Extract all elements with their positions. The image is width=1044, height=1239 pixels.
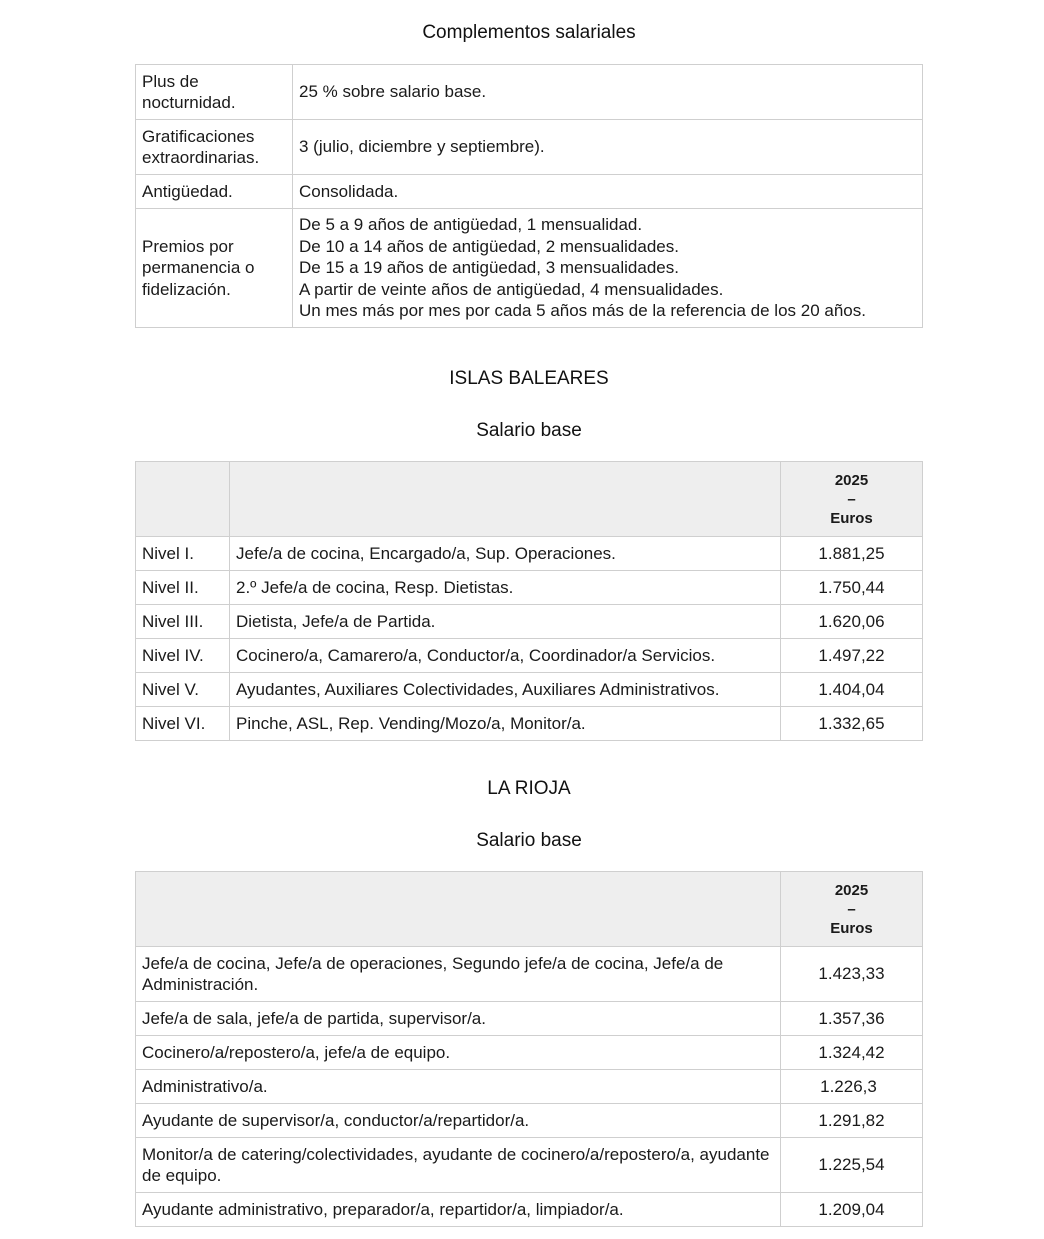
header-level [136, 462, 230, 537]
table-row [136, 707, 923, 741]
category-cell: Administrativo/a. [136, 1070, 781, 1104]
category-cell: Monitor/a de catering/colectividades, ayudante de cocinero/a/repostero/a, ayudante de equipo. [136, 1138, 781, 1193]
table-row [136, 1036, 923, 1070]
header-dash: – [847, 490, 856, 508]
category-cell: Jefe/a de cocina, Jefe/a de operaciones, Segundo jefe/a de cocina, Jefe/a de Administración. [136, 947, 781, 1002]
category-cell: Ayudante administrativo, preparador/a, repartidor/a, limpiador/a. [136, 1193, 781, 1227]
amount-cell: 1.209,04 [781, 1193, 923, 1227]
header-amount [781, 872, 923, 947]
table-row [136, 1104, 923, 1138]
amount-cell: 1.404,04 [781, 673, 923, 707]
level-cell: Nivel V. [136, 673, 230, 707]
baleares-subtitle: Salario base [476, 420, 582, 441]
value-line: A partir de veinte años de antigüedad, 4 mensualidades. [299, 279, 724, 299]
value-line: Un mes más por mes por cada 5 años más de la referencia de los 20 años. [299, 301, 866, 321]
row-value: 3 (julio, diciembre y septiembre). [293, 120, 923, 175]
header-category [230, 462, 781, 537]
category-cell: Cocinero/a, Camarero/a, Conductor/a, Coordinador/a Servicios. [230, 639, 781, 673]
rioja-region-title: LA RIOJA [487, 778, 571, 799]
amount-cell: 1.324,42 [781, 1036, 923, 1070]
value-line: De 5 a 9 años de antigüedad, 1 mensualidad. [299, 215, 643, 235]
level-cell: Nivel IV. [136, 639, 230, 673]
row-label: Premios por permanencia o fidelización. [136, 209, 293, 328]
value-line: De 10 a 14 años de antigüedad, 2 mensualidades. [299, 236, 679, 256]
table-header-row [136, 872, 923, 947]
table-row [136, 1138, 923, 1193]
level-cell: Nivel III. [136, 605, 230, 639]
amount-cell: 1.291,82 [781, 1104, 923, 1138]
table-row [136, 175, 923, 209]
header-unit: Euros [830, 509, 873, 527]
header-unit: Euros [830, 919, 873, 937]
category-cell: Pinche, ASL, Rep. Vending/Mozo/a, Monitor/a. [230, 707, 781, 741]
complementos-title: Complementos salariales [422, 22, 636, 43]
baleares-salary-table [135, 461, 923, 741]
table-row [136, 120, 923, 175]
level-cell: Nivel VI. [136, 707, 230, 741]
header-year: 2025 [834, 471, 869, 489]
amount-cell: 1.332,65 [781, 707, 923, 741]
header-year: 2025 [834, 881, 869, 899]
table-row [136, 1070, 923, 1104]
category-cell: Jefe/a de cocina, Encargado/a, Sup. Operaciones. [230, 537, 781, 571]
rioja-salary-table [135, 871, 923, 1227]
table-row [136, 571, 923, 605]
table-row [136, 639, 923, 673]
row-value [293, 209, 923, 328]
header-amount [781, 462, 923, 537]
table-header-row [136, 462, 923, 537]
level-cell: Nivel I. [136, 537, 230, 571]
baleares-region-title: ISLAS BALEARES [449, 368, 609, 389]
row-label: Antigüedad. [136, 175, 293, 209]
header-dash: – [847, 900, 856, 918]
table-row [136, 537, 923, 571]
category-cell: Ayudante de supervisor/a, conductor/a/repartidor/a. [136, 1104, 781, 1138]
amount-cell: 1.357,36 [781, 1002, 923, 1036]
row-value: Consolidada. [293, 175, 923, 209]
row-label: Gratificaciones extraordinarias. [136, 120, 293, 175]
category-cell: Ayudantes, Auxiliares Colectividades, Auxiliares Administrativos. [230, 673, 781, 707]
row-value: 25 % sobre salario base. [293, 65, 923, 120]
value-line: De 15 a 19 años de antigüedad, 3 mensualidades. [299, 258, 679, 278]
table-row [136, 673, 923, 707]
table-row [136, 947, 923, 1002]
amount-cell: 1.620,06 [781, 605, 923, 639]
amount-cell: 1.225,54 [781, 1138, 923, 1193]
header-category [136, 872, 781, 947]
table-row [136, 209, 923, 328]
category-cell: Dietista, Jefe/a de Partida. [230, 605, 781, 639]
complementos-table [135, 64, 923, 328]
rioja-subtitle: Salario base [476, 830, 582, 851]
amount-cell: 1.497,22 [781, 639, 923, 673]
category-cell: Cocinero/a/repostero/a, jefe/a de equipo. [136, 1036, 781, 1070]
amount-cell: 1.750,44 [781, 571, 923, 605]
category-cell: 2.º Jefe/a de cocina, Resp. Dietistas. [230, 571, 781, 605]
table-row [136, 1193, 923, 1227]
category-cell: Jefe/a de sala, jefe/a de partida, supervisor/a. [136, 1002, 781, 1036]
amount-cell: 1.226,3 [781, 1070, 923, 1104]
level-cell: Nivel II. [136, 571, 230, 605]
table-row [136, 65, 923, 120]
table-row [136, 1002, 923, 1036]
amount-cell: 1.423,33 [781, 947, 923, 1002]
row-label: Plus de nocturnidad. [136, 65, 293, 120]
amount-cell: 1.881,25 [781, 537, 923, 571]
table-row [136, 605, 923, 639]
